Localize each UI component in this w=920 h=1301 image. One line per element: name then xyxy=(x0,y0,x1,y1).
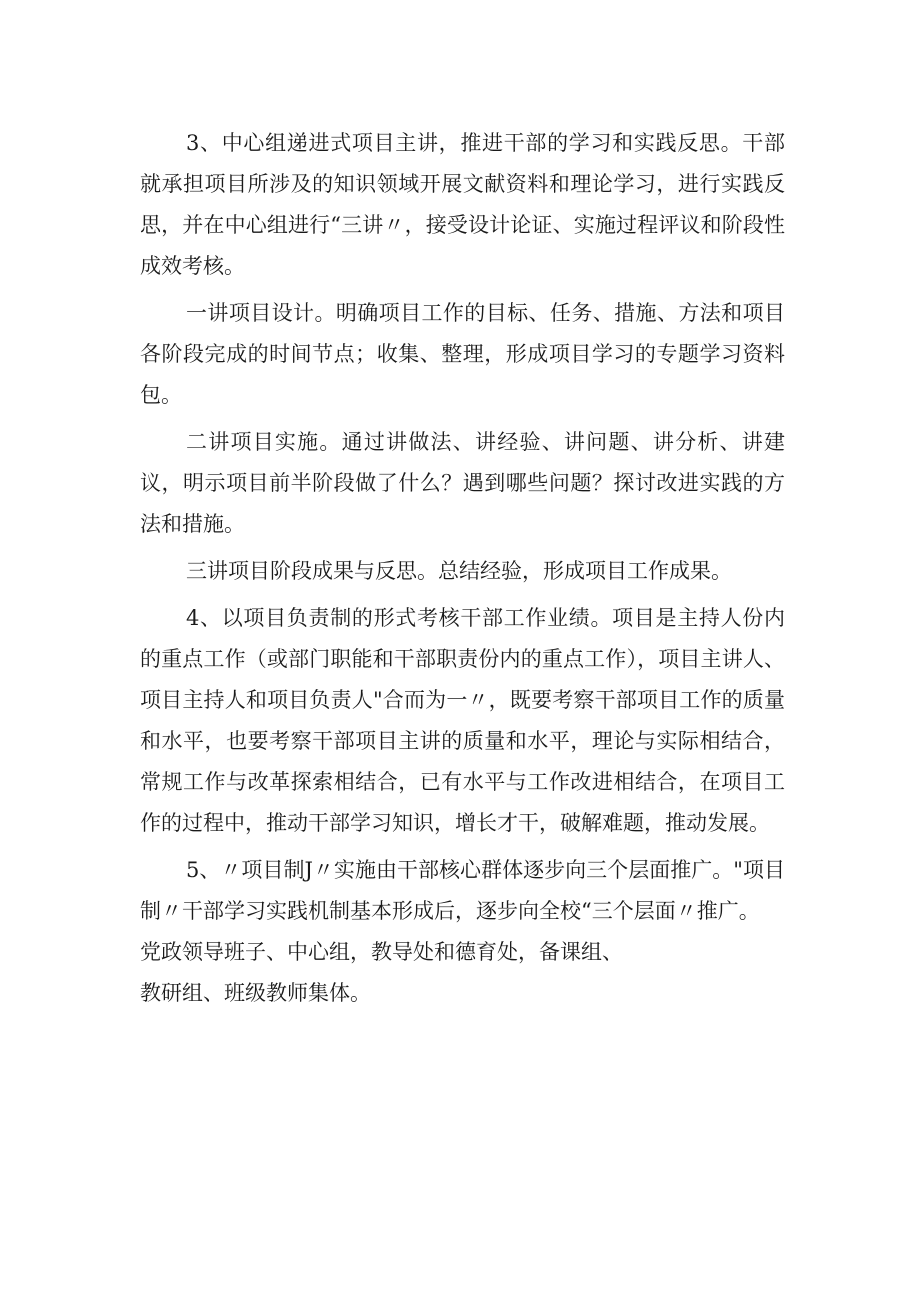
paragraph-5-promotion: 5、〃项目制J〃实施由干部核心群体逐步向三个层面推广。"项目制〃干部学习实践机制基本形成后，逐步向全校“三个层面〃推广。 xyxy=(140,858,785,923)
paragraph-layers-line-1: 党政领导班子、中心组，教导处和德育处，备课组、 xyxy=(140,940,623,964)
paragraph-first-lecture: 一讲项目设计。明确项目工作的目标、任务、措施、方法和项目各阶段完成的时间节点；收集、整理，形成项目学习的专题学习资料包。 xyxy=(140,301,785,407)
paragraph-3-center-group: 3、中心组递进式项目主讲，推进干部的学习和实践反思。干部就承担项目所涉及的知识领域开展文献资料和理论学习，进行实践反思，并在中心组进行“三讲〃，接受设计论证、实施过程评议和阶段性成效考核。 xyxy=(140,131,785,278)
paragraph-4-responsibility: 4、以项目负责制的形式考核干部工作业绩。项目是主持人份内的重点工作（或部门职能和干部职责份内的重点工作），项目主讲人、项目主持人和项目负责人"合而为一〃，既要考察干部项目工作的质量和水平，也要考察干部项目主讲的质量和水平，理论与实际相结合，常规工作与改革探索相结合，已有水平与工作改进相结合，在项目工作的过程中，推动干部学习知识，增长才干，破解难题，推动发展。 xyxy=(140,606,785,835)
paragraph-second-lecture: 二讲项目实施。通过讲做法、讲经验、讲问题、讲分析、讲建议，明示项目前半阶段做了什么？遇到哪些问题？探讨改进实践的方法和措施。 xyxy=(140,430,785,536)
document-body xyxy=(140,123,785,1014)
paragraph-layers-line-2: 教研组、班级教师集体。 xyxy=(140,981,371,1005)
paragraph-third-lecture: 三讲项目阶段成果与反思。总结经验，形成项目工作成果。 xyxy=(186,559,732,583)
